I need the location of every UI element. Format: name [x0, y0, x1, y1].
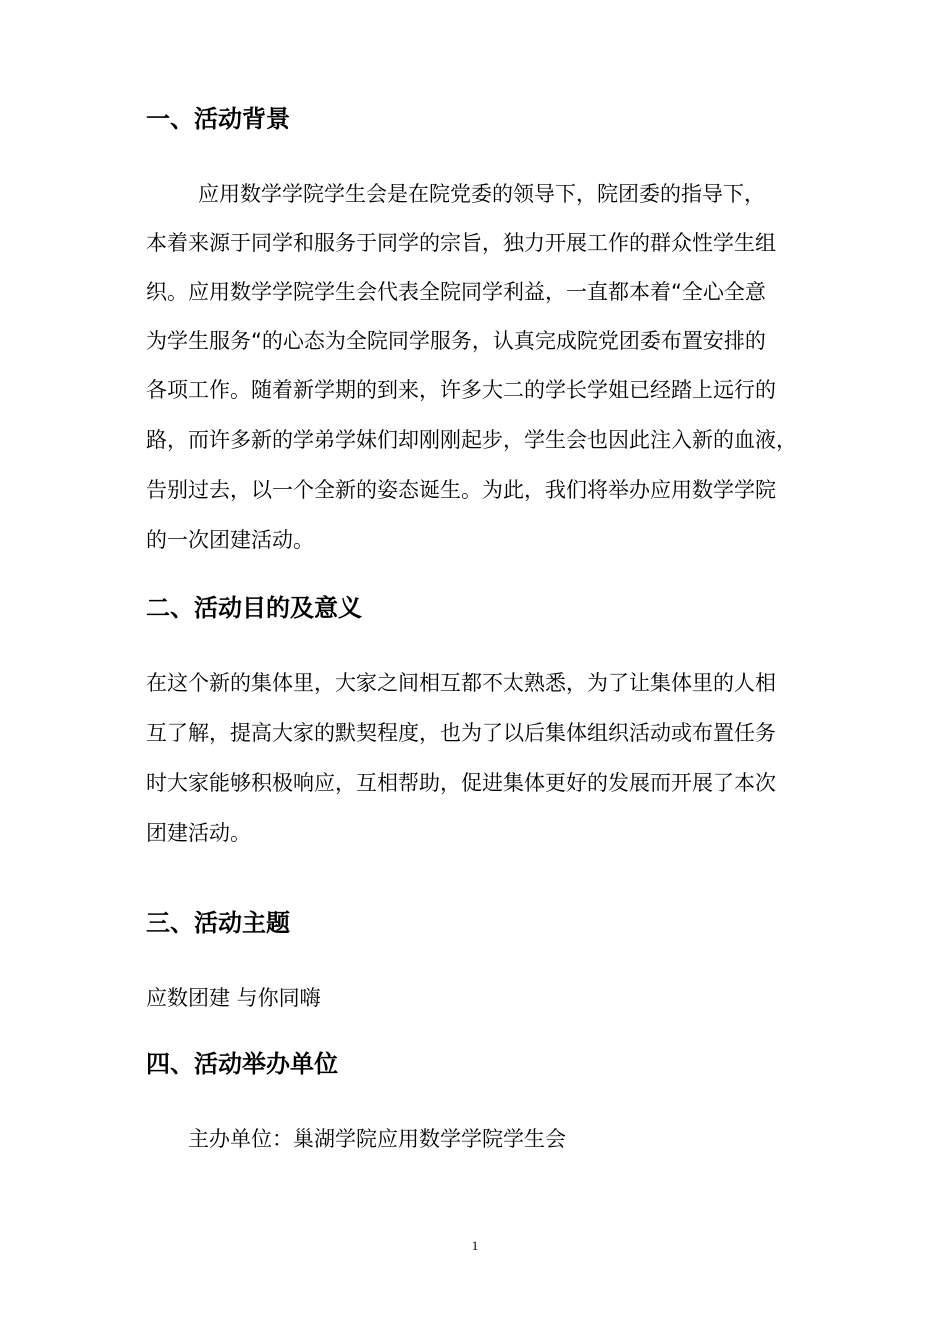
paragraph-line: 本着来源于同学和服务于同学的宗旨，独力开展工作的群众性学生组 [146, 231, 776, 255]
section-heading-purpose: 二、活动目的及意义 [146, 594, 362, 622]
paragraph-line: 织。应用数学学院学生会代表全院同学利益，一直都本着“全心全意 [146, 280, 766, 304]
paragraph-line: 为学生服务“的心态为全院同学服务，认真完成院党团委布置安排的 [146, 329, 766, 353]
paragraph-line: 的一次团建活动。 [146, 528, 314, 552]
paragraph-line: 应用数学学院学生会是在院党委的领导下，院团委的指导下， [198, 182, 765, 206]
paragraph-line: 时大家能够积极响应，互相帮助，促进集体更好的发展而开展了本次 [146, 771, 776, 795]
paragraph-line: 团建活动。 [146, 821, 251, 845]
section-heading-organizer: 四、活动举办单位 [146, 1050, 338, 1078]
paragraph-line: 路，而许多新的学弟学妹们却刚刚起步，学生会也因此注入新的血液， [146, 428, 797, 452]
theme-text: 应数团建 与你同嗨 [146, 986, 321, 1010]
paragraph-line: 各项工作。随着新学期的到来，许多大二的学长学姐已经踏上远行的 [146, 378, 776, 402]
section-heading-theme: 三、活动主题 [146, 909, 290, 937]
paragraph-line: 告别过去，以一个全新的姿态诞生。为此，我们将举办应用数学学院 [146, 478, 776, 502]
organizer-text: 主办单位：巢湖学院应用数学学院学生会 [188, 1127, 566, 1151]
paragraph-line: 互了解，提高大家的默契程度，也为了以后集体组织活动或布置任务 [146, 721, 776, 745]
page-number: 1 [471, 1238, 479, 1253]
paragraph-line: 在这个新的集体里，大家之间相互都不太熟悉，为了让集体里的人相 [146, 671, 776, 695]
section-heading-background: 一、活动背景 [146, 105, 290, 133]
